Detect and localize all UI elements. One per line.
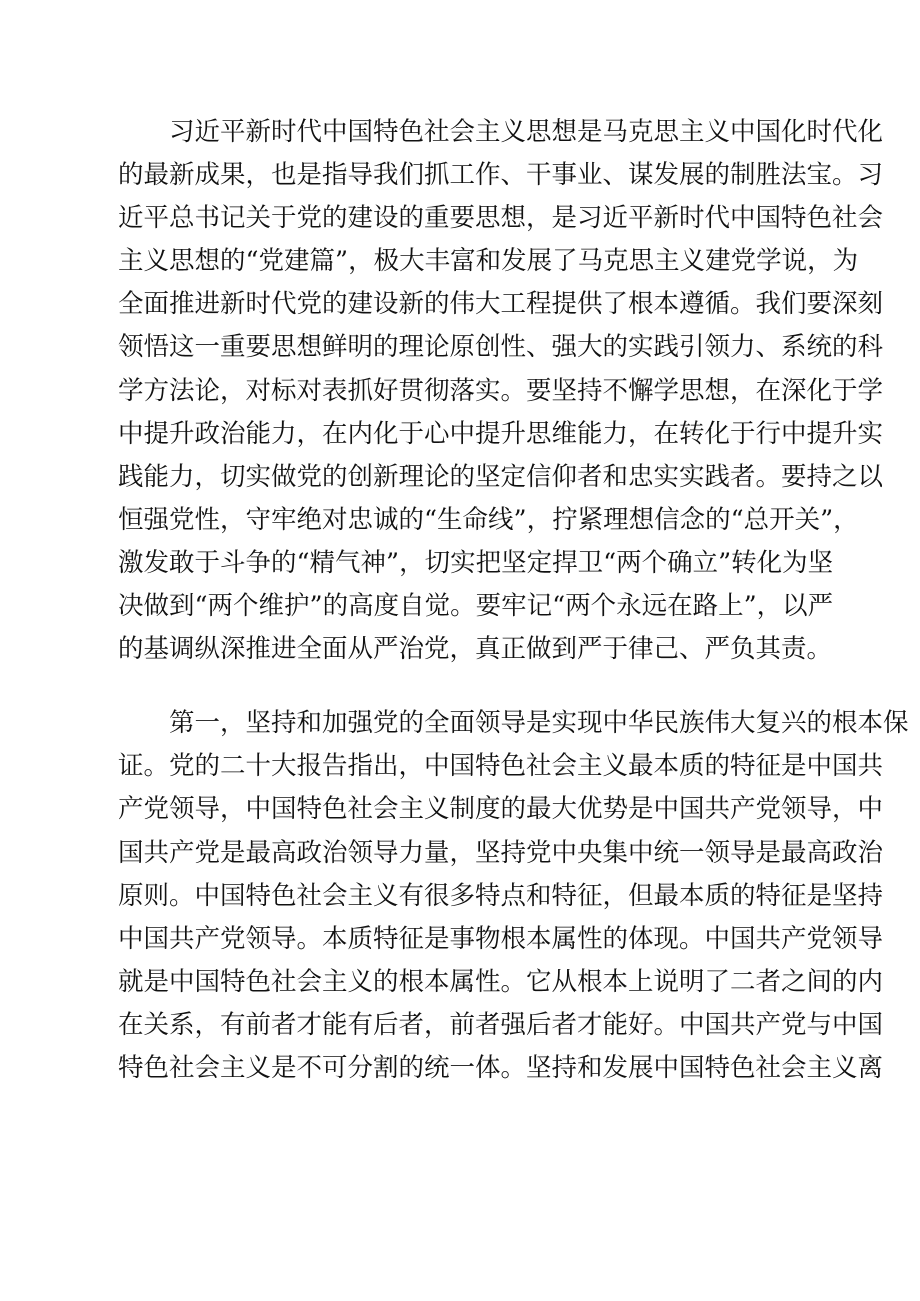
text-line: 中提升政治能力，在内化于心中提升思维能力，在转化于行中提升实: [118, 418, 884, 449]
text-line: 主义思想的“党建篇”，极大丰富和发展了马克思主义建党学说，为: [118, 246, 859, 277]
text-line: 特色社会主义是不可分割的统一体。坚持和发展中国特色社会主义离: [118, 1052, 884, 1083]
text-line: 领悟这一重要思想鲜明的理论原创性、强大的实践引领力、系统的科: [118, 332, 884, 363]
text-line: 的最新成果，也是指导我们抓工作、干事业、谋发展的制胜法宝。习: [118, 160, 884, 191]
text-line: 恒强党性，守牢绝对忠诚的“生命线”，拧紧理想信念的“总开关”，: [118, 504, 859, 535]
text-line: 第一，坚持和加强党的全面领导是实现中华民族伟大复兴的根本保: [169, 708, 909, 739]
document-body: [118, 111, 909, 1090]
text-line: 激发敢于斗争的“精气神”，切实把坚定捍卫“两个确立”转化为坚: [118, 547, 834, 578]
text-line: 证。党的二十大报告指出，中国特色社会主义最本质的特征是中国共: [118, 751, 884, 782]
text-line: 习近平新时代中国特色社会主义思想是马克思主义中国化时代化: [169, 117, 884, 147]
text-line: 全面推进新时代党的建设新的伟大工程提供了根本遵循。我们要深刻: [118, 289, 884, 320]
text-line: 产党领导，中国特色社会主义制度的最大优势是中国共产党领导，中: [118, 794, 884, 825]
paragraph-2: [118, 702, 909, 1090]
text-line: 决做到“两个维护”的高度自觉。要牢记“两个永远在路上”，以严: [118, 591, 834, 622]
paragraph-1: [118, 111, 884, 671]
text-line: 原则。中国特色社会主义有很多特点和特征，但最本质的特征是坚持: [118, 880, 884, 911]
text-line: 学方法论，对标对表抓好贯彻落实。要坚持不懈学思想，在深化于学: [118, 375, 884, 406]
text-line: 国共产党是最高政治领导力量，坚持党中央集中统一领导是最高政治: [118, 837, 884, 868]
text-line: 践能力，切实做党的创新理论的坚定信仰者和忠实实践者。要持之以: [118, 461, 884, 492]
text-line: 在关系，有前者才能有后者，前者强后者才能好。中国共产党与中国: [118, 1009, 884, 1040]
text-line: 近平总书记关于党的建设的重要思想，是习近平新时代中国特色社会: [118, 203, 884, 234]
text-line: 中国共产党领导。本质特征是事物根本属性的体现。中国共产党领导: [118, 923, 884, 954]
text-line: 的基调纵深推进全面从严治党，真正做到严于律己、严负其责。: [118, 634, 833, 665]
text-line: 就是中国特色社会主义的根本属性。它从根本上说明了二者之间的内: [118, 966, 884, 997]
